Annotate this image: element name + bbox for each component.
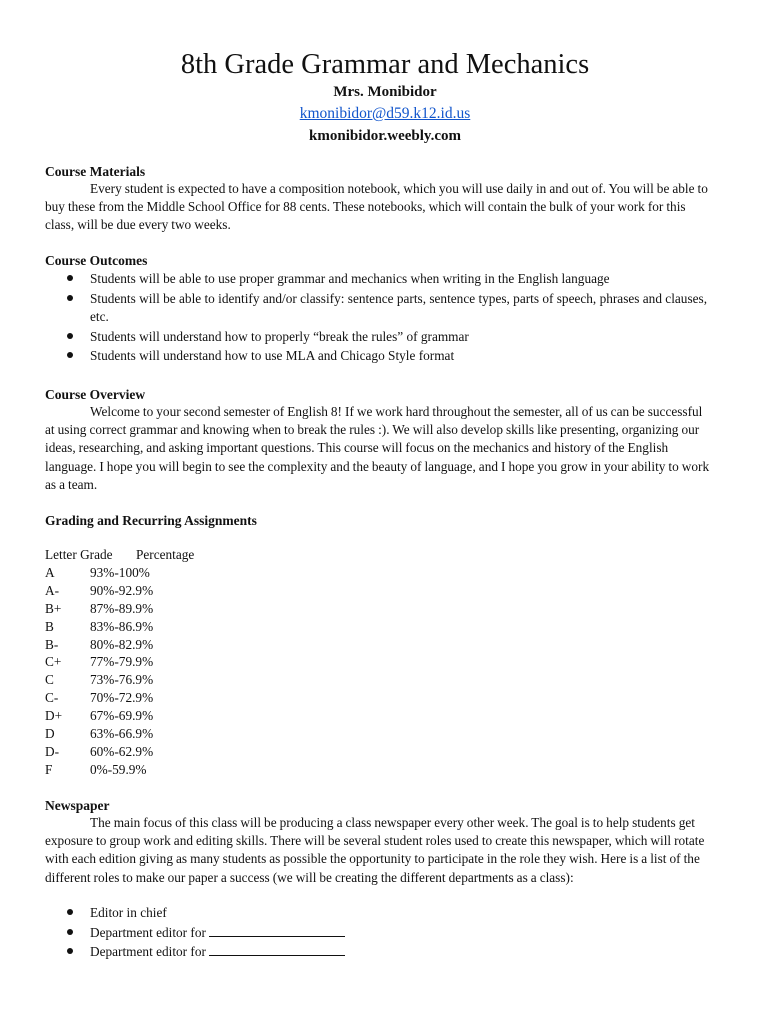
bullet-icon xyxy=(67,929,73,935)
letter-grade: D- xyxy=(45,743,60,759)
email-link[interactable]: kmonibidor@d59.k12.id.us xyxy=(299,105,471,122)
letter-grade-header: Letter Grade xyxy=(45,547,113,562)
table-row xyxy=(45,743,194,761)
table-row xyxy=(45,600,194,618)
letter-grade: B+ xyxy=(45,600,62,616)
bullet-icon xyxy=(67,295,73,301)
letter-grade: C xyxy=(45,672,54,688)
course-materials-text: Every student is expected to have a composition notebook, which you will use daily in and out of. You will be able to buy these from the Middle School Office for 88 cents. These notebooks, which will contain the bulk of your work for this class, will be due every two weeks. xyxy=(45,181,708,233)
document-title: 8th Grade Grammar and Mechanics xyxy=(180,49,590,80)
letter-grade: A- xyxy=(45,582,60,598)
course-overview-text: Welcome to your second semester of English 8! If we work hard throughout the semester, all of us can be successful at using correct grammar and knowing when to break the rules :). We will also develop skills like presenting, organizing our ideas, researching, and asking important questions. This course will focus on the mechanics and history of the English language. I hope you will begin to see the complexity and the beauty of language, and I hope you grow in your ability to work as a team. xyxy=(45,404,710,492)
table-row xyxy=(45,725,194,743)
percentage-header: Percentage xyxy=(136,547,195,562)
teacher-email xyxy=(45,104,725,124)
percentage-range: 70%-72.9% xyxy=(90,690,154,706)
grading-scale-header xyxy=(45,546,194,564)
percentage-range: 73%-76.9% xyxy=(90,672,154,688)
list-item: Students will be able to use proper grammar and mechanics when writing in the English language xyxy=(45,270,713,288)
course-outcomes-list xyxy=(45,270,713,367)
letter-grade: D xyxy=(45,726,55,742)
percentage-range: 90%-92.9% xyxy=(90,582,154,598)
percentage-range: 63%-66.9% xyxy=(90,726,154,742)
percentage-range: 67%-69.9% xyxy=(90,708,154,724)
teacher-name: Mrs. Monibidor xyxy=(333,84,437,100)
grading-scale-rows xyxy=(45,564,194,779)
letter-grade: D+ xyxy=(45,708,63,724)
letter-grade: C+ xyxy=(45,654,62,670)
bullet-icon xyxy=(67,333,73,339)
letter-grade: B xyxy=(45,618,54,634)
table-row xyxy=(45,707,194,725)
table-row xyxy=(45,653,194,671)
letter-grade: A xyxy=(45,564,55,580)
course-materials-heading: Course Materials xyxy=(45,164,146,179)
bullet-icon xyxy=(67,352,73,358)
newspaper-text: The main focus of this class will be producing a class newspaper every other week. The goal is to help students get exposure to group work and editing skills. There will be several student roles used to create this newspaper, which will rotate with each edition giving as many students as possible the opportunity to participate in the role they wish. Here is a list of the different roles to make our paper a success (we will be creating the different departments as a class): xyxy=(45,815,705,885)
table-row xyxy=(45,671,194,689)
percentage-range: 93%-100% xyxy=(90,564,150,580)
grading-scale xyxy=(45,546,194,779)
percentage-range: 83%-86.9% xyxy=(90,618,154,634)
table-row xyxy=(45,582,194,600)
course-outcomes-heading: Course Outcomes xyxy=(45,253,148,268)
table-row xyxy=(45,689,194,707)
percentage-range: 60%-62.9% xyxy=(90,743,154,759)
list-item: Students will understand how to use MLA and Chicago Style format xyxy=(45,347,713,365)
list-item: Department editor for xyxy=(45,943,713,961)
bullet-icon xyxy=(67,909,73,915)
blank-line xyxy=(209,924,345,937)
list-item: Editor in chief xyxy=(45,904,713,922)
newspaper-heading: Newspaper xyxy=(45,798,110,813)
percentage-range: 80%-82.9% xyxy=(90,636,154,652)
bullet-icon xyxy=(67,948,73,954)
percentage-range: 87%-89.9% xyxy=(90,600,154,616)
list-item: Department editor for xyxy=(45,924,713,942)
blank-line xyxy=(209,943,345,956)
list-item: Students will be able to identify and/or classify: sentence parts, sentence types, parts of speech, phrases and clauses, etc. xyxy=(45,290,713,326)
teacher-website: kmonibidor.weebly.com xyxy=(309,128,461,144)
letter-grade: B- xyxy=(45,636,59,652)
table-row xyxy=(45,618,194,636)
letter-grade: F xyxy=(45,761,53,777)
table-row xyxy=(45,564,194,582)
table-row xyxy=(45,636,194,654)
letter-grade: C- xyxy=(45,690,59,706)
course-overview-heading: Course Overview xyxy=(45,387,146,402)
percentage-range: 77%-79.9% xyxy=(90,654,154,670)
newspaper-roles-list xyxy=(45,904,713,963)
percentage-range: 0%-59.9% xyxy=(90,761,147,777)
list-item: Students will understand how to properly “break the rules” of grammar xyxy=(45,328,713,346)
grading-heading: Grading and Recurring Assignments xyxy=(45,513,257,528)
bullet-icon xyxy=(67,275,73,281)
table-row xyxy=(45,761,194,779)
